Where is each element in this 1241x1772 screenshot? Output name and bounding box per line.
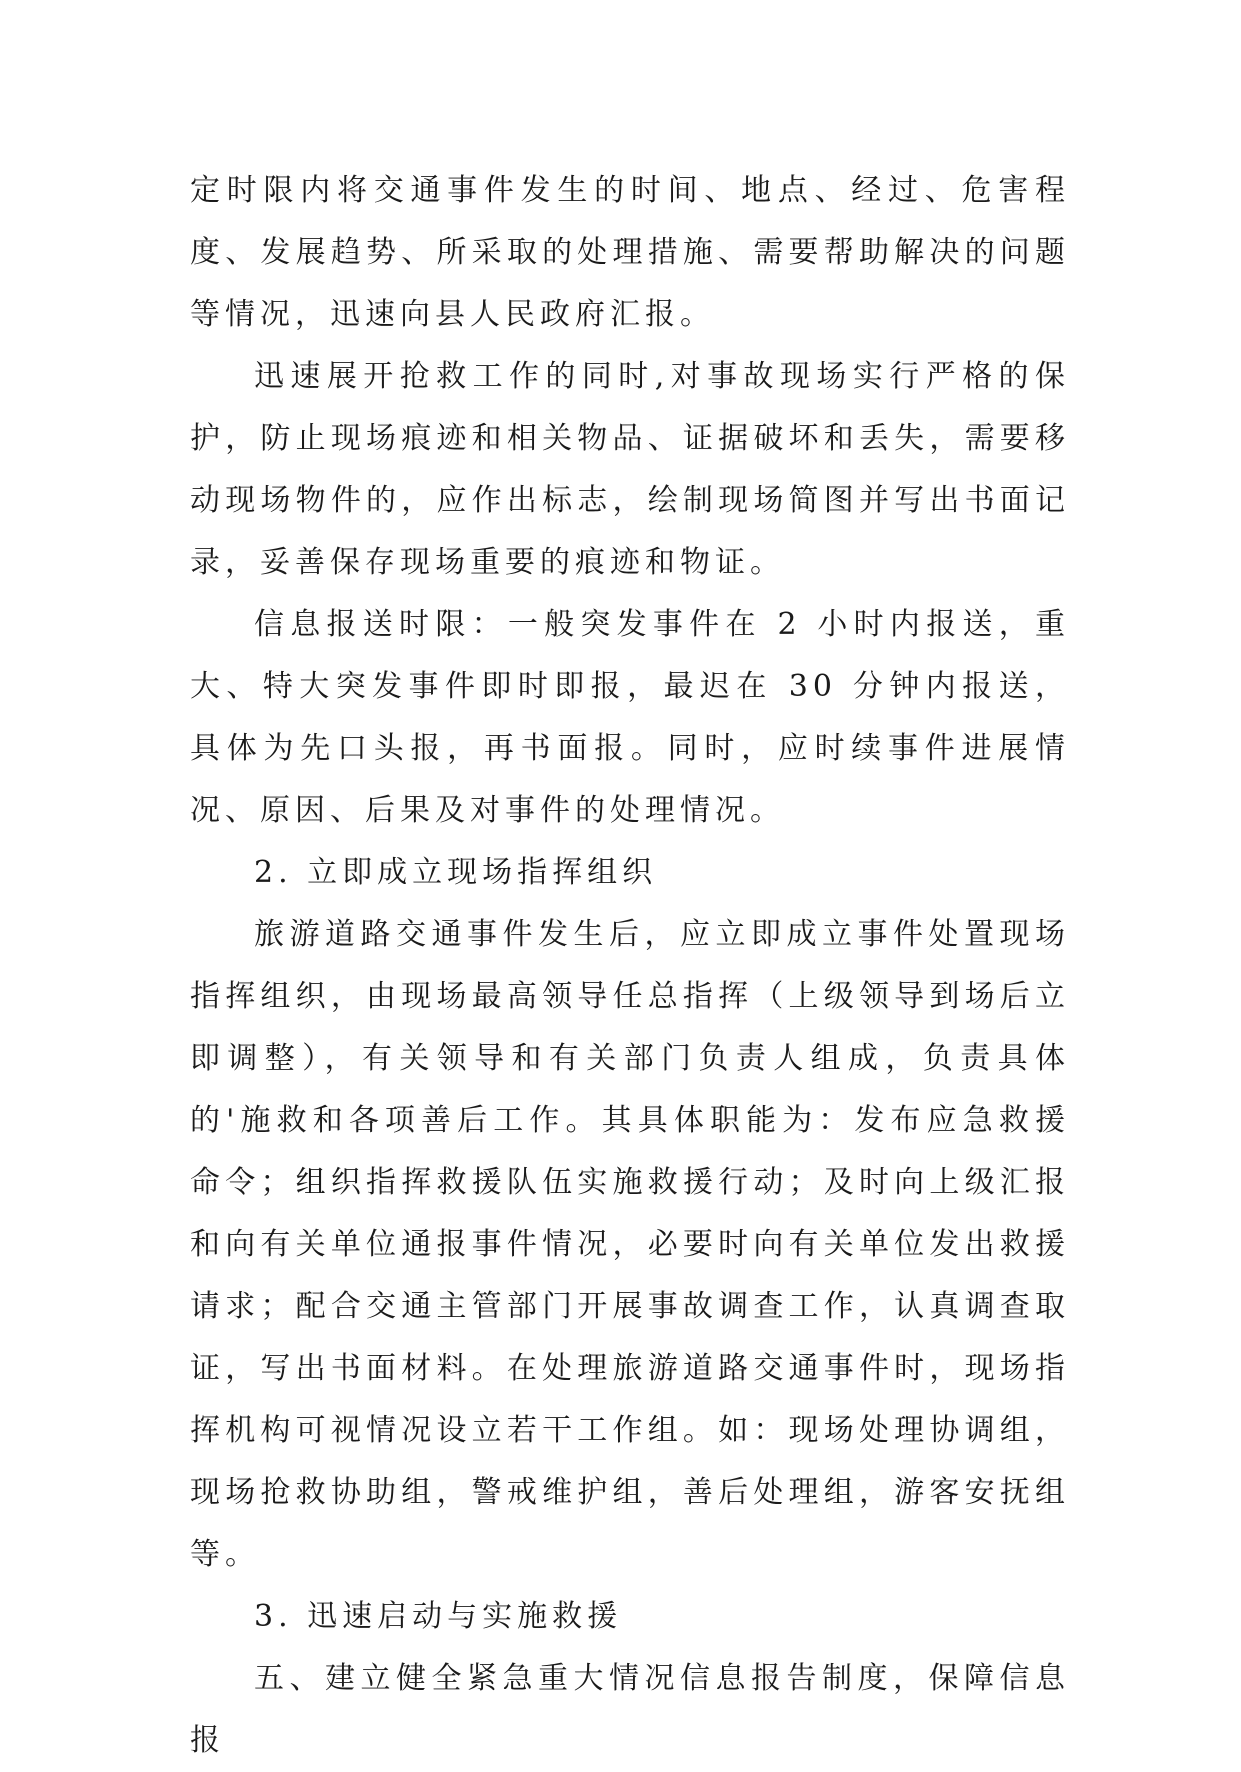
paragraph-command-organization: 旅游道路交通事件发生后，应立即成立事件处置现场指挥组织，由现场最高领导任总指挥（上级领导到场后立即调整），有关领导和有关部门负责人组成，负责具体的'施救和各项善后工作。其具体职能为：发布应急救援命令；组织指挥救援队伍实施救援行动；及时向上级汇报和向有关单位通报事件情况，必要时向有关单位发出救援请求；配合交通主管部门开展事故调查工作，认真调查取证，写出书面材料。在处理旅游道路交通事件时，现场指挥机构可视情况设立若干工作组。如：现场处理协调组，现场抢救协助组，警戒维护组，善后处理组，游客安抚组等。 [190, 917, 1070, 1572]
section-heading-2: 2. 立即成立现场指挥组织 [254, 855, 658, 890]
paragraph-scene-protection: 迅速展开抢救工作的同时,对事故现场实行严格的保护，防止现场痕迹和相关物品、证据破坏和丢失，需要移动现场物件的，应作出标志，绘制现场简图并写出书面记录，妥善保存现场重要的痕迹和物证。 [190, 359, 1070, 580]
document-body [190, 160, 1070, 1772]
paragraph-reporting-system: 五、建立健全紧急重大情况信息报告制度，保障信息报 [190, 1661, 1070, 1758]
paragraph-reporting-time-limit: 信息报送时限：一般突发事件在 2 小时内报送，重大、特大突发事件即时即报，最迟在 30 分钟内报送，具体为先口头报，再书面报。同时，应时续事件进展情况、原因、后果及对事件的处理情况。 [190, 607, 1070, 828]
paragraph-continuation: 定时限内将交通事件发生的时间、地点、经过、危害程度、发展趋势、所采取的处理措施、需要帮助解决的问题等情况，迅速向县人民政府汇报。 [190, 173, 1070, 332]
section-heading-3: 3. 迅速启动与实施救援 [254, 1599, 623, 1634]
